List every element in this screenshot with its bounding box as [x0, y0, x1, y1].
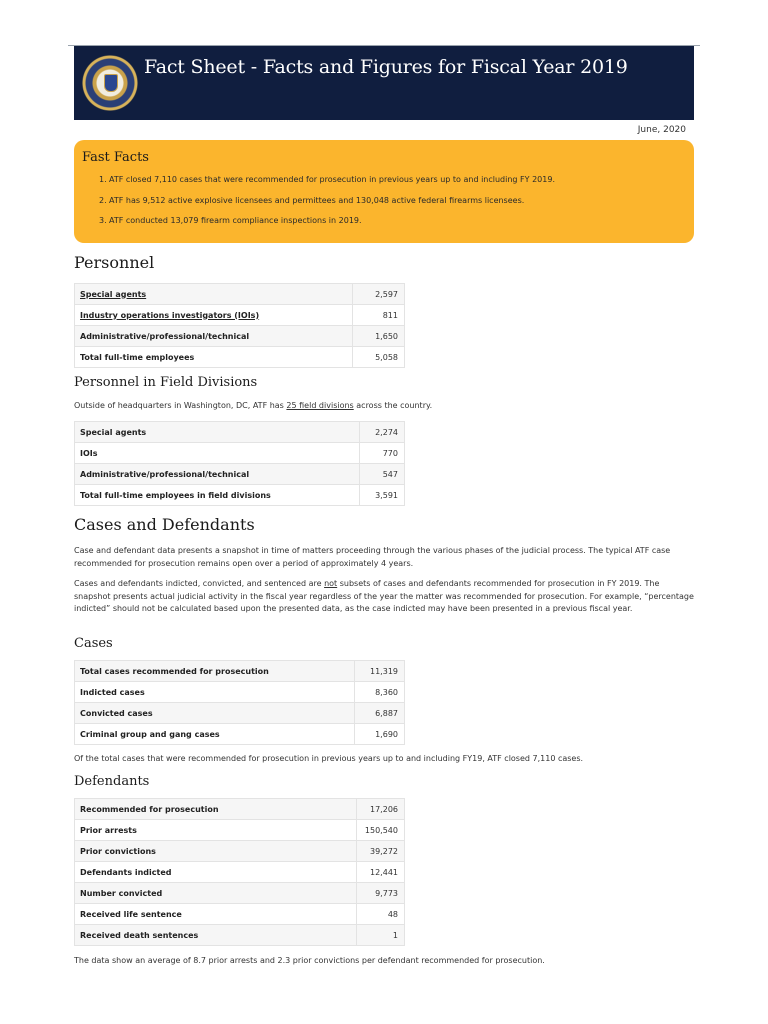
table-row: [75, 422, 405, 443]
table-row: [75, 904, 405, 925]
list-text: ATF closed 7,110 cases that were recommended for prosecution in previous years up to and including FY 2019.: [109, 175, 555, 184]
table-cell-label: Prior arrests: [75, 820, 357, 841]
table-cell-label: Total full-time employees: [75, 347, 353, 368]
table-cell-value: 6,887: [355, 703, 405, 724]
table-cell-label: Received death sentences: [75, 925, 357, 946]
list-number: 2.: [99, 195, 107, 205]
ioi-link[interactable]: Industry operations investigators (IOIs): [80, 310, 260, 320]
table-cell-value: 150,540: [357, 820, 405, 841]
table-row: [75, 862, 405, 883]
table-cell-value: 811: [353, 305, 405, 326]
page-title: Fact Sheet - Facts and Figures for Fiscal Year 2019: [144, 56, 628, 78]
table-cell-label: Administrative/professional/technical: [75, 326, 353, 347]
table-cell-value: 48: [357, 904, 405, 925]
table-row: [75, 464, 405, 485]
para-text: Cases and defendants indicted, convicted, and sentenced are: [74, 579, 325, 588]
atf-seal-logo: [82, 55, 138, 111]
table-row: [75, 284, 405, 305]
header-banner: [74, 46, 694, 120]
cases-defendants-para-1: Case and defendant data presents a snapshot in time of matters proceeding through the various phases of the judicial process. The typical ATF case recommended for prosecution remains open over a period of approximately 4 years.: [74, 546, 671, 568]
table-cell-label: Number convicted: [75, 883, 357, 904]
list-item: [99, 216, 555, 237]
fast-facts-list: [99, 175, 555, 237]
table-row: [75, 305, 405, 326]
field-divisions-heading: Personnel in Field Divisions: [74, 375, 258, 390]
intro-text: Outside of headquarters in Washington, DC, ATF has: [74, 401, 287, 410]
special-agents-link[interactable]: Special agents: [80, 289, 147, 299]
table-cell-value: 2,597: [353, 284, 405, 305]
table-cell-value: 9,773: [357, 883, 405, 904]
table-cell-label: Received life sentence: [75, 904, 357, 925]
table-cell-label: Convicted cases: [75, 703, 355, 724]
table-cell-label: Total full-time employees in field divisions: [75, 485, 360, 506]
cases-table: [74, 660, 405, 745]
table-cell-value: 8,360: [355, 682, 405, 703]
list-number: 3.: [99, 216, 107, 225]
table-cell-label: Administrative/professional/technical: [75, 464, 360, 485]
table-cell-value: 11,319: [355, 661, 405, 682]
list-number: 1.: [99, 175, 107, 184]
table-row: [75, 485, 405, 506]
table-cell-label: Special agents: [75, 422, 360, 443]
intro-text: across the country.: [353, 401, 433, 410]
defendants-table: [74, 798, 405, 946]
list-text: ATF has 9,512 active explosive licensees and permittees and 130,048 active federal firearms licensees.: [109, 195, 525, 205]
table-cell-value: 3,591: [360, 485, 405, 506]
table-cell-label[interactable]: [75, 284, 353, 305]
table-cell-value: 39,272: [357, 841, 405, 862]
table-cell-value: 12,441: [357, 862, 405, 883]
defendants-heading: Defendants: [74, 774, 150, 789]
personnel-table: [74, 283, 405, 368]
table-row: [75, 682, 405, 703]
table-row: [75, 883, 405, 904]
field-divisions-link[interactable]: 25 field divisions: [286, 401, 354, 410]
table-row: [75, 443, 405, 464]
list-item: [99, 175, 555, 196]
para-text: subsets of cases and defendants recommended for prosecution in FY 2019. The snapshot presents actual judicial activity in the fiscal year regardless of the year the matter was recommended for prosecution. For example, “percentage indicted” should not be calculated based upon the presented data, as the case indicted may have been presented in a previous fiscal year.: [74, 579, 694, 613]
cases-heading: Cases: [74, 636, 113, 651]
table-cell-value: 5,058: [353, 347, 405, 368]
table-row: [75, 703, 405, 724]
table-cell-label: Indicted cases: [75, 682, 355, 703]
table-cell-value: 1,650: [353, 326, 405, 347]
field-divisions-intro: [74, 400, 696, 413]
defendants-note: The data show an average of 8.7 prior arrests and 2.3 prior convictions per defendant recommended for prosecution.: [74, 956, 545, 965]
table-cell-label: Prior convictions: [75, 841, 357, 862]
table-row: [75, 347, 405, 368]
table-cell-label: Recommended for prosecution: [75, 799, 357, 820]
table-row: [75, 661, 405, 682]
publication-date: June, 2020: [637, 125, 686, 135]
table-cell-value: 1: [357, 925, 405, 946]
list-text: ATF conducted 13,079 firearm compliance inspections in 2019.: [109, 216, 362, 225]
cases-note: Of the total cases that were recommended for prosecution in previous years up to and including FY19, ATF closed 7,110 cases.: [74, 754, 584, 763]
fast-facts-box: [74, 140, 694, 243]
table-row: [75, 925, 405, 946]
table-cell-value: 2,274: [360, 422, 405, 443]
emphasis-not: not: [324, 579, 338, 588]
personnel-heading: Personnel: [74, 253, 155, 272]
cases-defendants-heading: Cases and Defendants: [74, 515, 255, 534]
table-cell-label: Total cases recommended for prosecution: [75, 661, 355, 682]
table-row: [75, 724, 405, 745]
table-cell-label[interactable]: [75, 305, 353, 326]
table-cell-label: Criminal group and gang cases: [75, 724, 355, 745]
table-row: [75, 841, 405, 862]
table-cell-value: 770: [360, 443, 405, 464]
table-cell-label: IOIs: [75, 443, 360, 464]
field-divisions-table: [74, 421, 405, 506]
table-cell-value: 547: [360, 464, 405, 485]
fast-facts-title: Fast Facts: [82, 150, 149, 165]
table-row: [75, 820, 405, 841]
table-cell-value: 17,206: [357, 799, 405, 820]
table-cell-label: Defendants indicted: [75, 862, 357, 883]
table-cell-value: 1,690: [355, 724, 405, 745]
table-row: [75, 799, 405, 820]
table-row: [75, 326, 405, 347]
cases-defendants-para-2: [74, 578, 696, 616]
list-item: [99, 196, 555, 217]
